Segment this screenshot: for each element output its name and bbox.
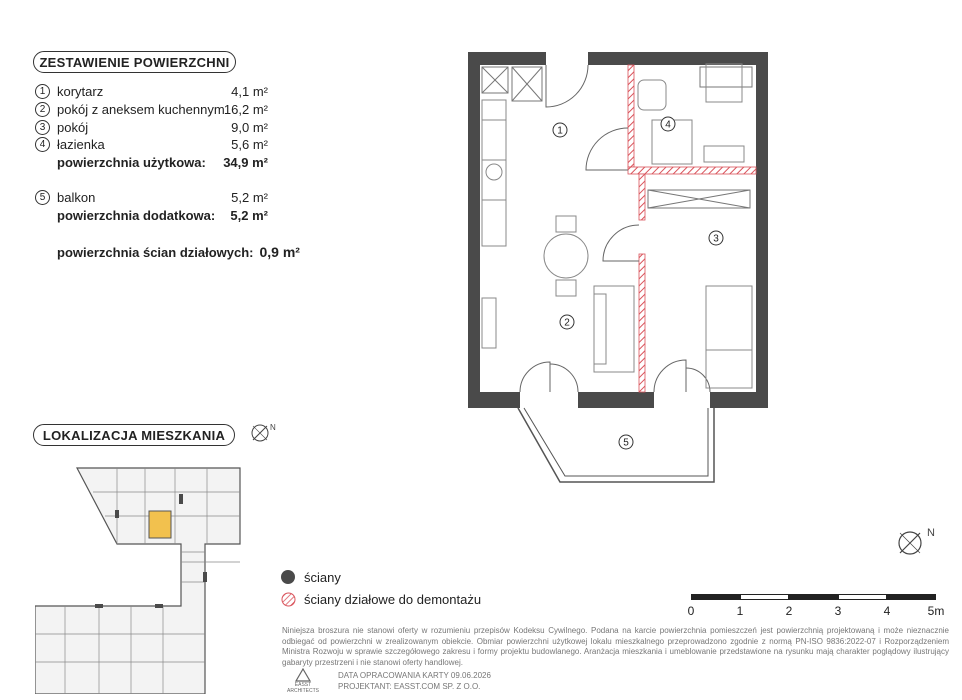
room-area: 9,0 m² [231,120,268,135]
disclaimer-text: Niniejsza broszura nie stanowi oferty w rozumieniu przepisów Kodeksu Cywilnego. Podana na karcie powierzchnia pomieszczeń jest powierzchnią projektowaną i może nieznacznie odbiegać od powierzchni w zrealizowanym obiekcie. Obmiar powierzchni użytkowej lokalu mieszkalnego przeprowadzono zgodnie z normą PN-ISO 9836:2022-07 i Rozporządzeniem Ministra Rozwoju w sprawie szczegółowego zakresu i formy projektu budowlanego. Aranżacja mieszkania i umeblowanie przedstawione na rysunku mają charakter poglądowy ilustrujący gabaryty przestrzeni i nie stanowi oferty handlowej. [282,626,949,667]
svg-text:4: 4 [665,119,671,131]
building-location-map [35,462,245,694]
legend-walls [282,570,341,585]
svg-text:5: 5 [623,437,629,449]
room-number: 4 [35,137,50,152]
architect-logo-text: EASST ARCHITECTS [287,682,319,694]
scale-tick: 3 [834,604,842,618]
extra-area-label: powierzchnia dodatkowa: [57,208,216,223]
partition-walls-label: powierzchnia ścian działowych: [57,245,254,260]
room-area: 16,2 m² [223,102,268,117]
usable-area-value: 34,9 m² [223,155,268,170]
room-row [35,84,280,101]
partition-walls-demolition [628,65,756,392]
room-row [35,102,280,119]
room-number: 2 [35,102,50,117]
legend-demolition-swatch [281,592,296,607]
room-name: balkon [57,190,96,205]
scale-tick: 5m [927,604,945,618]
extra-area-value: 5,2 m² [230,208,268,223]
svg-text:N: N [270,423,276,432]
svg-text:1: 1 [557,125,563,137]
scale-tick: 1 [736,604,744,618]
room-label-2 [560,315,574,329]
furniture [482,64,752,388]
location-header: LOKALIZACJA MIESZKANIA [33,424,235,446]
date-line: DATA OPRACOWANIA KARTY 09.06.2026 [338,671,491,680]
room-number: 5 [35,190,50,205]
floor-plan [460,40,780,490]
room-area: 4,1 m² [231,84,268,99]
room-name: korytarz [57,84,104,99]
areas-header: ZESTAWIENIE POWIERZCHNI [33,51,236,73]
room-area: 5,6 m² [231,137,268,152]
scale-tick: 0 [687,604,695,618]
designer-line: PROJEKTANT: EASST.COM SP. Z O.O. [338,682,481,691]
room-label-5 [619,435,633,449]
architect-logo [283,668,323,694]
scale-bar [687,594,948,622]
room-label-3 [709,231,723,245]
architect-logo-icon [295,668,311,682]
scale-segment [691,594,740,600]
partition-walls-value: 0,9 m² [259,244,300,260]
footer-meta [338,670,491,692]
room-label-1 [553,123,567,137]
usable-area-label: powierzchnia użytkowa: [57,155,206,170]
compass-icon [892,522,942,558]
compass-small-icon [248,420,280,446]
room-name: pokój z aneksem kuchennym [57,102,225,117]
room-number: 1 [35,84,50,99]
balcony-row [35,190,280,207]
svg-text:N: N [927,527,935,539]
extra-area-row [57,208,280,223]
legend-demolition-label: ściany działowe do demontażu [304,592,482,607]
legend-demolition [282,592,481,607]
legend-walls-dot [281,570,295,584]
usable-area-row [57,155,280,170]
scale-segment [789,594,838,600]
apartment-highlight [149,511,171,538]
room-label-4 [661,117,675,131]
legend-walls-label: ściany [304,570,341,585]
svg-text:3: 3 [713,233,719,245]
svg-text:2: 2 [564,317,570,329]
scale-tick: 4 [883,604,891,618]
room-name: pokój [57,120,89,135]
room-name: łazienka [57,137,105,152]
partition-walls-row [57,244,300,260]
room-area: 5,2 m² [231,190,268,205]
scale-segment [740,594,789,600]
room-row [35,120,280,137]
scale-tick: 2 [785,604,793,618]
scale-segment [887,594,936,600]
room-row [35,137,280,154]
walls [468,52,768,408]
scale-segment [838,594,887,600]
balcony [518,408,714,482]
room-number: 3 [35,120,50,135]
